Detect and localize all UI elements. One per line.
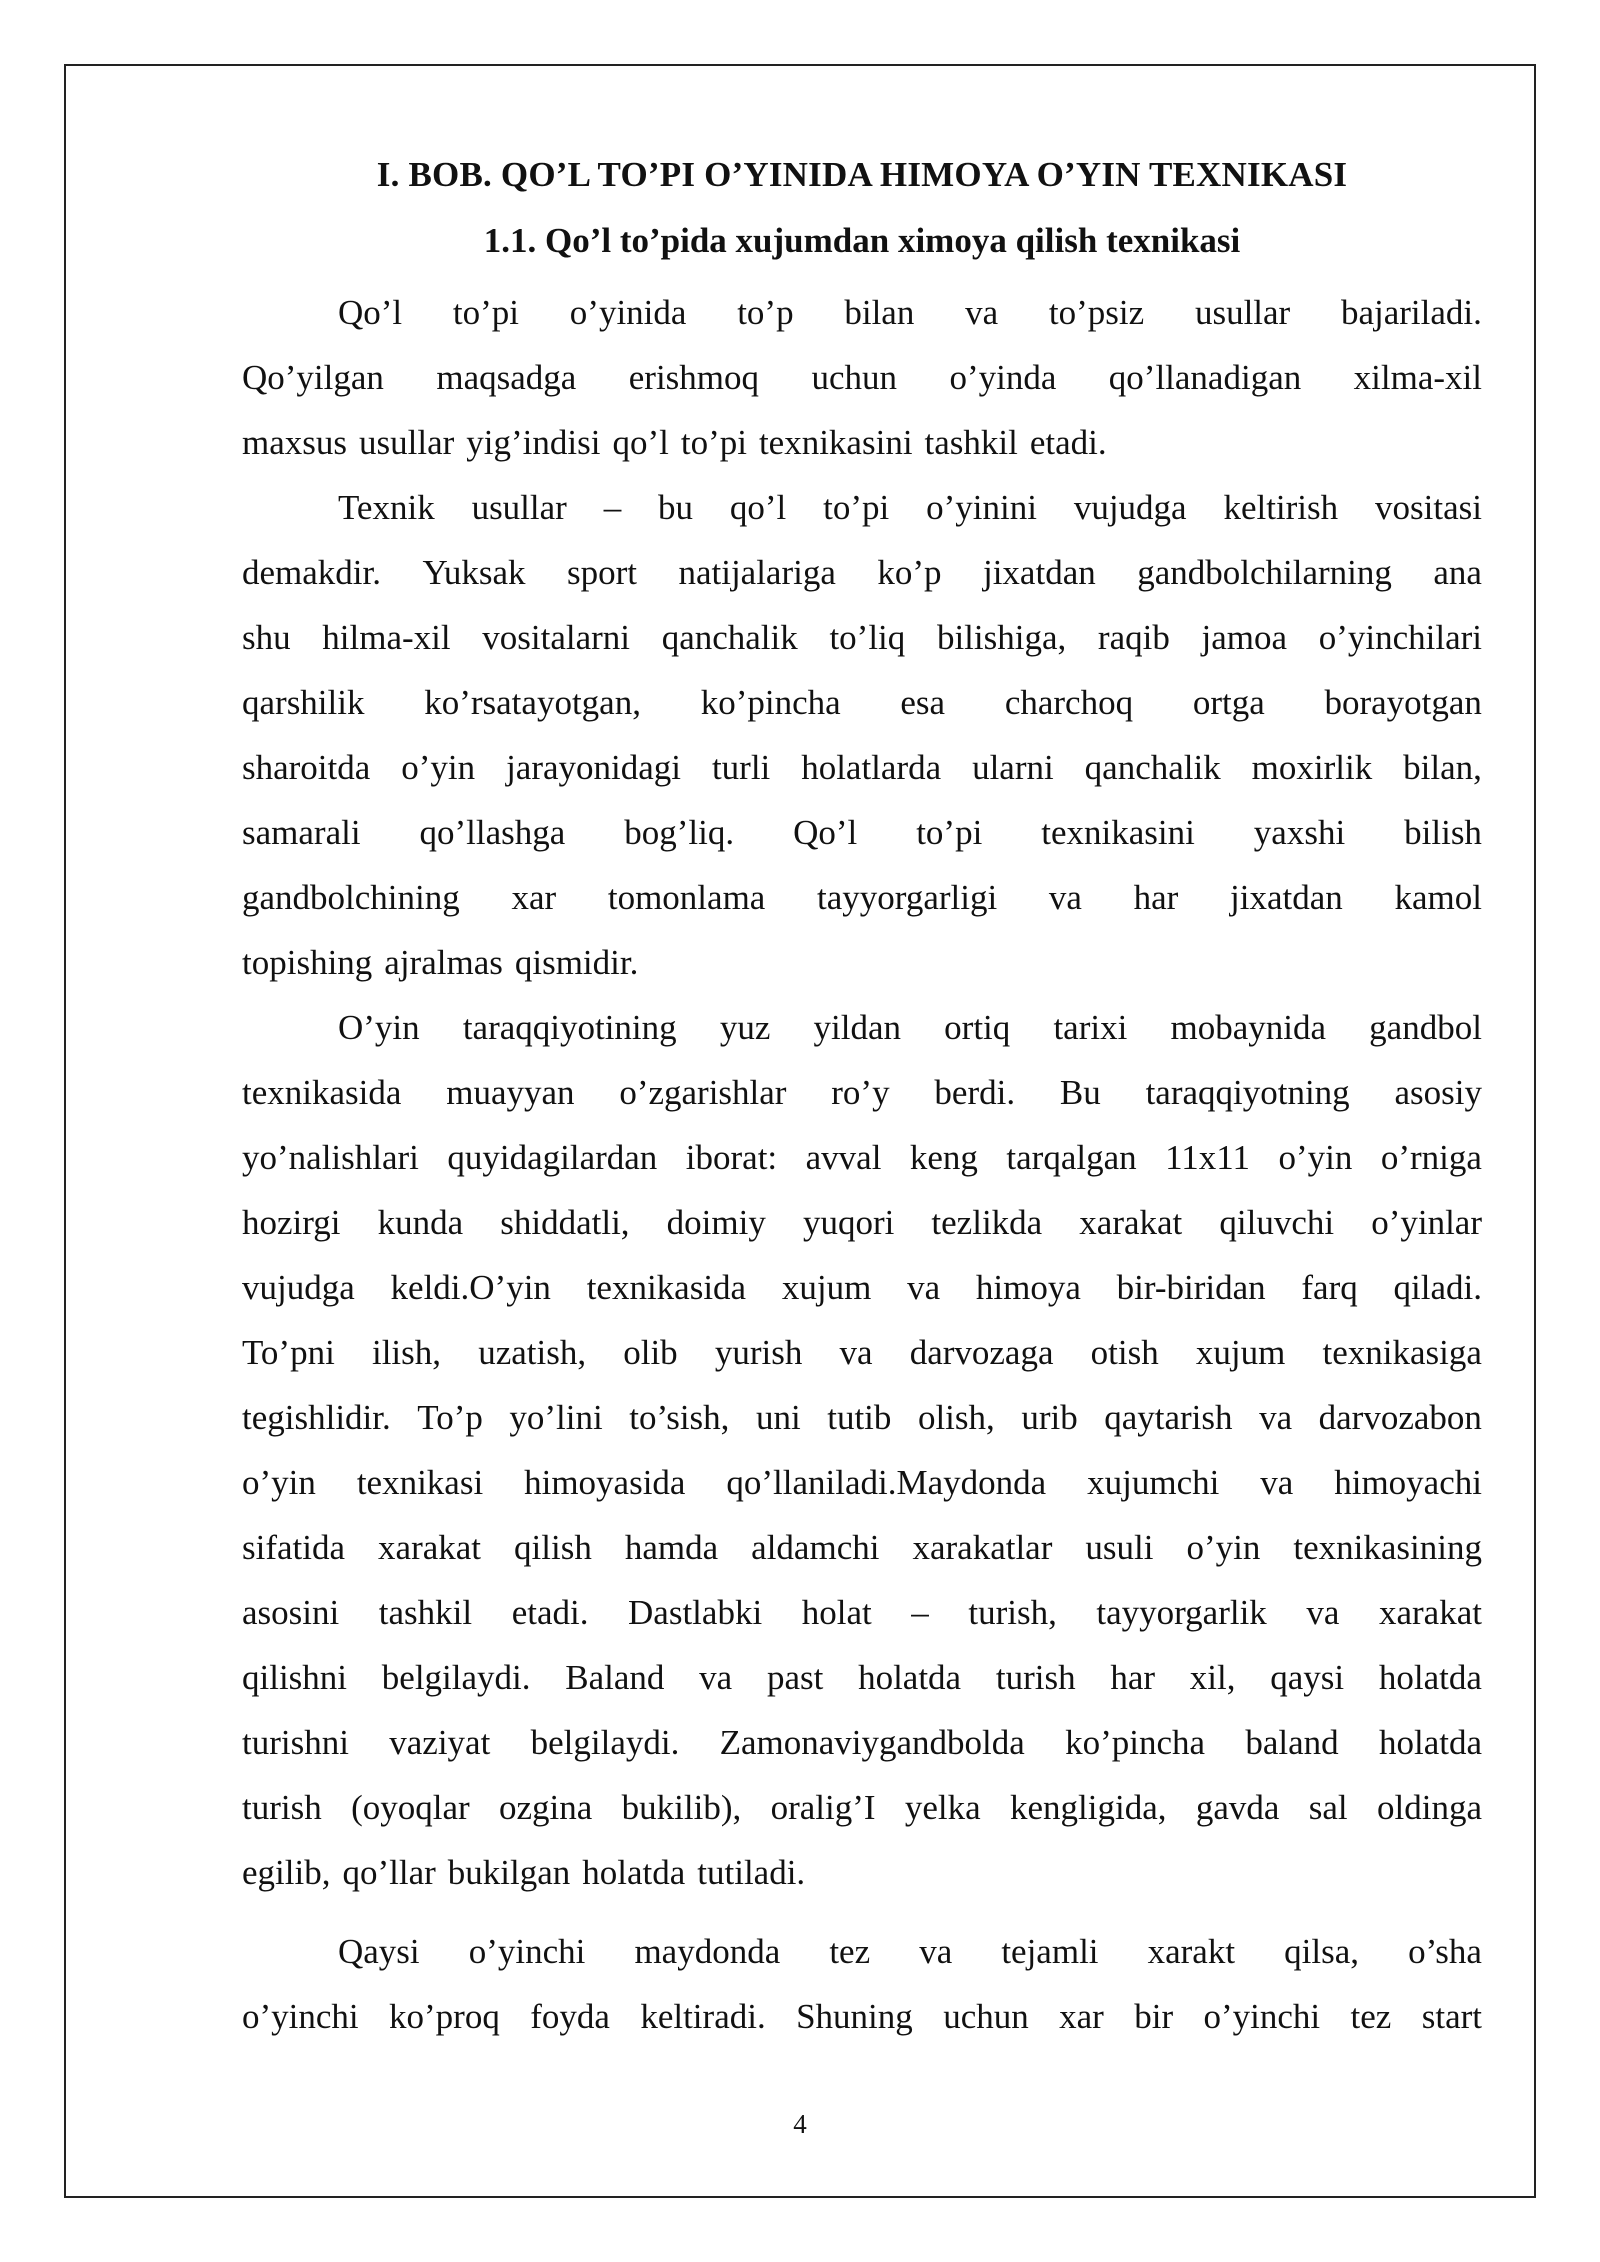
word: jixatdan	[1230, 878, 1343, 917]
word: o’sha	[1408, 1932, 1482, 1971]
text-line	[242, 540, 1482, 605]
word: natijalariga	[678, 553, 836, 592]
word: Yuksak	[422, 553, 526, 592]
text-line	[242, 345, 1482, 410]
word: to’pi	[916, 813, 983, 852]
paragraph	[242, 280, 1482, 475]
word: muayyan	[446, 1073, 575, 1112]
word: o’yinchi	[1203, 1997, 1321, 2036]
word: tez	[829, 1932, 871, 1971]
word: xarakat	[1378, 1593, 1482, 1632]
word: esa	[900, 683, 946, 722]
word: darvozabon	[1318, 1398, 1482, 1437]
text-line	[242, 1984, 1482, 2049]
word: Texnik	[338, 488, 435, 527]
word: O’yin	[338, 1008, 420, 1047]
word: bir-biridan	[1116, 1268, 1266, 1307]
word: tayyorgarligi	[817, 878, 998, 917]
word: to’pi	[452, 293, 520, 332]
word: qo’llanadigan	[1108, 358, 1302, 397]
word: aldamchi	[751, 1528, 880, 1567]
word: usullar	[1194, 293, 1291, 332]
word: qo’llar	[342, 1853, 436, 1892]
word: past	[766, 1658, 824, 1697]
text-line	[242, 1710, 1482, 1775]
word: vujudga	[1073, 488, 1187, 527]
word: gavda	[1195, 1788, 1280, 1827]
word: usuli	[1085, 1528, 1154, 1567]
word: taraqqiyotning	[1145, 1073, 1350, 1112]
word: to’liq	[829, 618, 906, 657]
paragraph	[242, 995, 1482, 1905]
word: doimiy	[666, 1203, 766, 1242]
word: va	[1260, 1463, 1294, 1502]
word: qaytarish	[1104, 1398, 1233, 1437]
word: texnikasi	[356, 1463, 484, 1502]
word: berdi.	[934, 1073, 1016, 1112]
word: o’yinchi	[242, 1997, 359, 2036]
word: belgilaydi.	[381, 1658, 531, 1697]
word: tegishlidir.	[242, 1398, 391, 1437]
word: ko’pincha	[700, 683, 841, 722]
word: va	[1048, 878, 1082, 917]
word: qaysi	[1270, 1658, 1345, 1697]
word: bukilgan	[447, 1853, 571, 1892]
word: to’pi	[680, 423, 747, 462]
word: o’yin	[242, 1463, 316, 1502]
text-line	[242, 1775, 1482, 1840]
word: gandbolchilarning	[1137, 553, 1392, 592]
word: oralig’I	[770, 1788, 876, 1827]
paragraphs	[242, 280, 1482, 2049]
word: demakdir.	[242, 553, 381, 592]
word: turish	[242, 1788, 322, 1827]
word: kunda	[377, 1203, 464, 1242]
word: ajralmas	[384, 943, 503, 982]
text-line	[242, 670, 1482, 735]
text-line	[242, 1385, 1482, 1450]
word: tejamli	[1001, 1932, 1099, 1971]
word: xar	[1059, 1997, 1104, 2036]
text-line	[242, 1190, 1482, 1255]
word: yo’lini	[509, 1398, 603, 1437]
word: xarakat	[1079, 1203, 1183, 1242]
word: vujudga	[242, 1268, 355, 1307]
word: o’yinda	[949, 358, 1057, 397]
text-line	[242, 410, 1482, 475]
word: texnikasini	[758, 423, 913, 462]
word: Shuning	[796, 1997, 913, 2036]
word: ularni	[972, 748, 1054, 787]
word: qo’llashga	[419, 813, 566, 852]
word: jarayonidagi	[506, 748, 681, 787]
word: yuqori	[802, 1203, 895, 1242]
word: texnikasida	[586, 1268, 747, 1307]
word: holatlarda	[801, 748, 942, 787]
word: jamoa	[1201, 618, 1288, 657]
word: holatda	[1378, 1723, 1482, 1762]
word: bilan,	[1403, 748, 1482, 787]
word: qo’l	[612, 423, 669, 462]
word: xarakatlar	[912, 1528, 1053, 1567]
word: ro’y	[831, 1073, 890, 1112]
word: qilsa,	[1284, 1932, 1359, 1971]
word: urib	[1021, 1398, 1078, 1437]
word: usullar	[359, 423, 455, 462]
word: texnikasida	[242, 1073, 402, 1112]
word: hilma-xil	[322, 618, 451, 657]
word: ko’pincha	[1065, 1723, 1206, 1762]
word: sharoitda	[242, 748, 371, 787]
word: uchun	[811, 358, 897, 397]
word: jixatdan	[982, 553, 1096, 592]
text-line	[242, 1125, 1482, 1190]
text-line	[242, 1840, 1482, 1905]
word: egilib,	[242, 1853, 331, 1892]
word: qanchalik	[661, 618, 798, 657]
word: –	[911, 1593, 929, 1632]
word: kengligida,	[1010, 1788, 1167, 1827]
word: ko’proq	[389, 1997, 500, 2036]
word: xujum	[781, 1268, 872, 1307]
word: keng	[909, 1138, 978, 1177]
word: etadi.	[1029, 423, 1107, 462]
text-line	[242, 1515, 1482, 1580]
word: hozirgi	[242, 1203, 341, 1242]
text-line	[242, 280, 1482, 345]
word: o’yin	[1186, 1528, 1261, 1567]
word: belgilaydi.	[530, 1723, 680, 1762]
word: himoyasida	[524, 1463, 686, 1502]
word: holatda	[1378, 1658, 1482, 1697]
word: charchoq	[1004, 683, 1134, 722]
word: sifatida	[242, 1528, 346, 1567]
word: xujum	[1195, 1333, 1286, 1372]
word: maxsus	[242, 423, 347, 462]
word: yaxshi	[1253, 813, 1346, 852]
word: to’pi	[823, 488, 890, 527]
word: qilish	[514, 1528, 592, 1567]
word: Zamonaviygandbolda	[719, 1723, 1025, 1762]
word: holatda	[858, 1658, 962, 1697]
word: (oyoqlar	[351, 1788, 470, 1827]
word: asosiy	[1394, 1073, 1482, 1112]
word: kamol	[1394, 878, 1482, 917]
word: etadi.	[511, 1593, 589, 1632]
word: darvozaga	[909, 1333, 1054, 1372]
word: xujumchi	[1087, 1463, 1220, 1502]
word: mobaynida	[1170, 1008, 1326, 1047]
word: yildan	[813, 1008, 902, 1047]
word: o’rniga	[1380, 1138, 1482, 1177]
text-line	[242, 1580, 1482, 1645]
word: xarakt	[1147, 1932, 1236, 1971]
word: qismidir.	[514, 943, 639, 982]
word: to’p	[737, 293, 794, 332]
word: uzatish,	[478, 1333, 587, 1372]
word: o’yinchilari	[1318, 618, 1482, 657]
word: va	[965, 293, 999, 332]
word: maydonda	[634, 1932, 781, 1971]
word: bajariladi.	[1340, 293, 1482, 332]
word: tutib	[827, 1398, 892, 1437]
text-line	[242, 800, 1482, 865]
word: har	[1133, 878, 1179, 917]
word: bu	[658, 488, 694, 527]
word: bilishiga,	[936, 618, 1067, 657]
word: turli	[711, 748, 771, 787]
word: raqib	[1097, 618, 1170, 657]
word: Bu	[1059, 1073, 1101, 1112]
text-line	[242, 1645, 1482, 1710]
document-body	[242, 150, 1482, 2049]
word: ko’p	[877, 553, 942, 592]
word: shu	[242, 618, 291, 657]
word: Qaysi	[338, 1932, 420, 1971]
word: ana	[1433, 553, 1482, 592]
word: vositalarni	[482, 618, 631, 657]
text-line	[242, 605, 1482, 670]
word: himoyachi	[1334, 1463, 1482, 1502]
word: To’p	[417, 1398, 483, 1437]
chapter-title: I. BOB. QO’L TO’PI O’YINIDA HIMOYA O’YIN TEXNIKASI	[376, 155, 1348, 194]
text-line	[242, 930, 1482, 995]
word: avval	[805, 1138, 882, 1177]
word: keltirish	[1223, 488, 1339, 527]
word: ozgina	[499, 1788, 593, 1827]
word: texnikasini	[1041, 813, 1195, 852]
word: va	[1306, 1593, 1340, 1632]
word: bilan	[844, 293, 915, 332]
word: himoya	[975, 1268, 1081, 1307]
word: texnikasiga	[1322, 1333, 1482, 1372]
word: qo’llaniladi.Maydonda	[726, 1463, 1047, 1502]
text-line	[242, 475, 1482, 540]
word: usullar	[471, 488, 567, 527]
word: yo’nalishlari	[242, 1138, 419, 1177]
word: qiluvchi	[1219, 1203, 1335, 1242]
word: uchun	[943, 1997, 1029, 2036]
word: olish,	[917, 1398, 995, 1437]
paragraph	[242, 475, 1482, 995]
word: Qo’yilgan	[242, 358, 384, 397]
word: oldinga	[1377, 1788, 1482, 1827]
word: tarixi	[1053, 1008, 1128, 1047]
word: borayotgan	[1324, 683, 1482, 722]
word: vositasi	[1375, 488, 1482, 527]
word: va	[907, 1268, 941, 1307]
word: bukilib),	[621, 1788, 742, 1827]
word: ortga	[1192, 683, 1265, 722]
word: keltiradi.	[640, 1997, 766, 2036]
word: tashkil	[924, 423, 1018, 462]
word: va	[699, 1658, 733, 1697]
word: yuz	[719, 1008, 771, 1047]
word: va	[919, 1932, 953, 1971]
word: tarqalgan	[1006, 1138, 1137, 1177]
word: o’yinlar	[1371, 1203, 1482, 1242]
word: olib	[623, 1333, 678, 1372]
word: hamda	[624, 1528, 719, 1567]
word: shiddatli,	[500, 1203, 630, 1242]
word: uni	[755, 1398, 801, 1437]
word: qo’l	[729, 488, 787, 527]
word: start	[1421, 1997, 1482, 2036]
word: turishni	[242, 1723, 349, 1762]
word: ko’rsatayotgan,	[424, 683, 641, 722]
word: to’psiz	[1048, 293, 1145, 332]
word: o’yinini	[926, 488, 1037, 527]
word: to’sish,	[629, 1398, 730, 1437]
word: Baland	[565, 1658, 665, 1697]
word: gandbolchining	[242, 878, 460, 917]
text-line	[242, 1060, 1482, 1125]
word: tezlikda	[931, 1203, 1043, 1242]
word: bog’liq.	[624, 813, 735, 852]
word: texnikasining	[1293, 1528, 1482, 1567]
word: va	[1259, 1398, 1293, 1437]
word: xil,	[1189, 1658, 1236, 1697]
word: tez	[1350, 1997, 1392, 2036]
word: o’zgarishlar	[619, 1073, 787, 1112]
word: 11x11	[1165, 1138, 1250, 1177]
word: keldi.O’yin	[390, 1268, 551, 1307]
word: otish	[1090, 1333, 1159, 1372]
word: xarakat	[378, 1528, 482, 1567]
text-line	[242, 865, 1482, 930]
word: asosini	[242, 1593, 340, 1632]
word: baland	[1245, 1723, 1339, 1762]
text-line	[242, 1450, 1482, 1515]
word: farq	[1301, 1268, 1358, 1307]
paragraph	[242, 1919, 1482, 2049]
word: quyidagilardan	[447, 1138, 658, 1177]
word: topishing	[242, 943, 373, 982]
word: holat	[801, 1593, 872, 1632]
word: maqsadga	[436, 358, 577, 397]
word: Qo’l	[338, 293, 403, 332]
page-number: 4	[793, 2109, 807, 2139]
word: o’yinchi	[468, 1932, 586, 1971]
text-line	[242, 1255, 1482, 1320]
text-line	[242, 1919, 1482, 1984]
word: Qo’l	[793, 813, 858, 852]
word: qarshilik	[242, 683, 365, 722]
word: foyda	[530, 1997, 610, 2036]
word: turish,	[968, 1593, 1057, 1632]
word: tayyorgarlik	[1096, 1593, 1267, 1632]
word: ortiq	[944, 1008, 1011, 1047]
word: sal	[1308, 1788, 1348, 1827]
word: o’yin	[401, 748, 476, 787]
word: To’pni	[242, 1333, 335, 1372]
word: sport	[567, 553, 637, 592]
word: moxirlik	[1251, 748, 1373, 787]
word: har	[1110, 1658, 1156, 1697]
word: yelka	[904, 1788, 981, 1827]
word: qanchalik	[1084, 748, 1221, 787]
word: samarali	[242, 813, 361, 852]
word: va	[839, 1333, 873, 1372]
word: ilish,	[371, 1333, 442, 1372]
word: tashkil	[378, 1593, 473, 1632]
word: iborat:	[685, 1138, 778, 1177]
word: tomonlama	[607, 878, 766, 917]
word: qilishni	[242, 1658, 348, 1697]
word: gandbol	[1369, 1008, 1482, 1047]
word: holatda	[582, 1853, 686, 1892]
section-title: 1.1. Qo’l to’pida xujumdan ximoya qilish texnikasi	[483, 221, 1241, 260]
word: –	[603, 488, 622, 527]
text-line	[242, 995, 1482, 1060]
text-line	[242, 1320, 1482, 1385]
word: qiladi.	[1393, 1268, 1482, 1307]
word: turish	[995, 1658, 1076, 1697]
word: vaziyat	[389, 1723, 491, 1762]
word: bilish	[1404, 813, 1482, 852]
word: o’yinida	[569, 293, 687, 332]
word: xar	[511, 878, 557, 917]
word: yurish	[714, 1333, 803, 1372]
word: o’yin	[1278, 1138, 1353, 1177]
word: yig’indisi	[466, 423, 601, 462]
word: xilma-xil	[1353, 358, 1482, 397]
word: tutiladi.	[697, 1853, 806, 1892]
word: taraqqiyotining	[462, 1008, 677, 1047]
word: bir	[1134, 1997, 1174, 2036]
text-line	[242, 735, 1482, 800]
word: Dastlabki	[628, 1593, 763, 1632]
word: erishmoq	[628, 358, 760, 397]
